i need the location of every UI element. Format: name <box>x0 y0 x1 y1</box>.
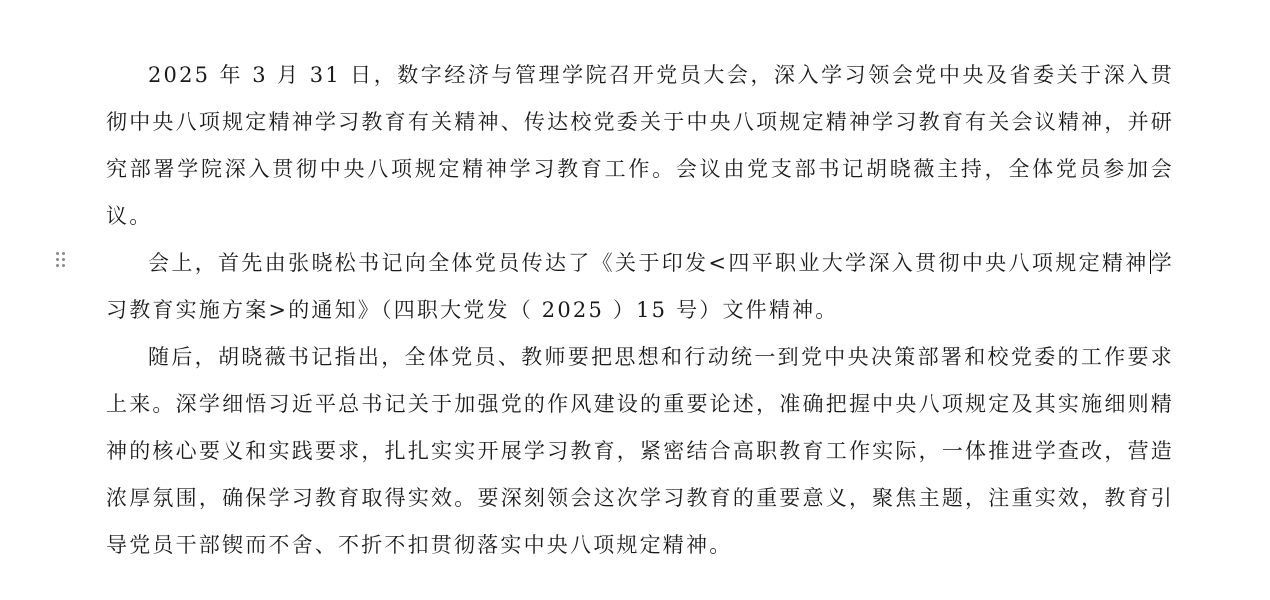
paragraph-3-text: 随后，胡晓薇书记指出，全体党员、教师要把思想和行动统一到党中央决策部署和校党委的工作要求上来。深学细悟习近平总书记关于加强党的作风建设的重要论述，准确把握中央八项规定及其实施细则精神的核心要义和实践要求，扎扎实实开展学习教育，紧密结合高职教育工作实际，一体推进学查改，营造浓厚氛围，确保学习教育取得实效。要深刻领会这次学习教育的重要意义，聚焦主题，注重实效，教育引导党员干部锲而不舍、不折不扣贯彻落实中央八项规定精神。 <box>106 345 1174 557</box>
paragraph-2-text-start: 会上，首先由张晓松书记向全体党员传达了《关于印发<四平职业大学深入贯彻中央八项规定精神 <box>148 251 1149 275</box>
paragraph-1[interactable] <box>106 52 1174 240</box>
drag-handle-icon[interactable] <box>56 252 66 268</box>
paragraph-3[interactable] <box>106 334 1174 569</box>
paragraph-2-text-end: 学习教育实施方案>的通知》（四职大党发（ 2025 ）15 号）文件精神。 <box>106 251 1174 322</box>
document-body[interactable] <box>106 52 1174 569</box>
paragraph-1-text: 2025 年 3 月 31 日，数字经济与管理学院召开党员大会，深入学习领会党中央及省委关于深入贯彻中央八项规定精神学习教育有关精神、传达校党委关于中央八项规定精神学习教育有关会议精神，并研究部署学院深入贯彻中央八项规定精神学习教育工作。会议由党支部书记胡晓薇主持，全体党员参加会议。 <box>106 63 1174 228</box>
paragraph-2[interactable] <box>106 240 1174 334</box>
